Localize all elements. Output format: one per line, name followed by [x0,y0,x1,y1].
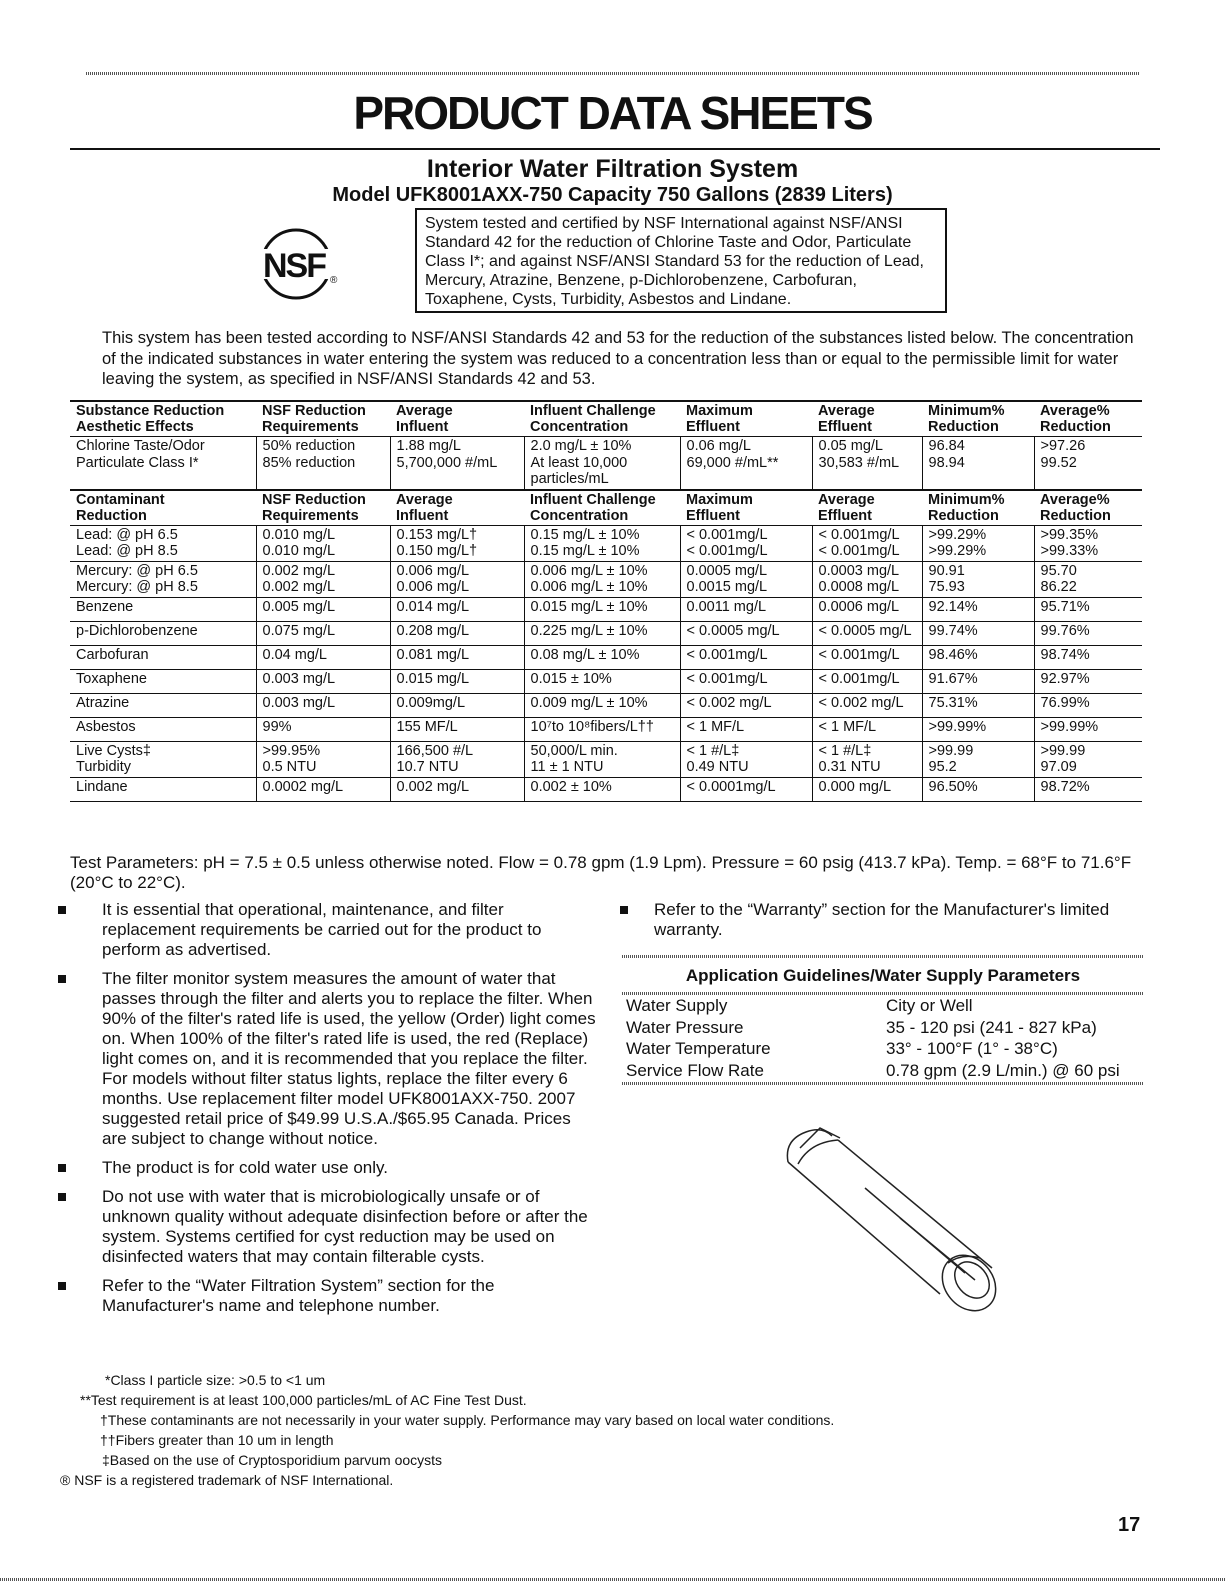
table-cell: < 0.001mg/L < 0.001mg/L [680,525,812,561]
footnote-line: **Test requirement is at least 100,000 particles/mL of AC Fine Test Dust. [80,1392,527,1408]
guidelines-title: Application Guidelines/Water Supply Parameters [685,966,1081,985]
table-header-cell: Average% Reduction [1034,401,1142,437]
table-cell: Asbestos [70,717,256,741]
square-bullet-icon [58,906,66,914]
table-cell: 50% reduction 85% reduction [256,437,390,490]
table-header-cell: Maximum Effluent [680,490,812,526]
table-cell: < 0.001mg/L < 0.001mg/L [812,525,922,561]
table-header-cell: Average% Reduction [1034,490,1142,526]
table-cell: < 1 #/L‡ 0.31 NTU [812,741,922,777]
table-header-cell: Influent Challenge Concentration [524,401,680,437]
bullet-item [620,900,1150,940]
bullet-item [58,1158,598,1178]
table-row [70,741,1142,777]
square-bullet-icon [58,1164,66,1172]
table-cell: >99.99 97.09 [1034,741,1142,777]
page-number: 17 [1118,1514,1141,1536]
guideline-label: Water Supply [626,996,728,1015]
table-cell: Chlorine Taste/Odor Particulate Class I* [70,437,256,490]
guideline-row [622,1017,1144,1039]
table-cell: Lindane [70,777,256,801]
table-cell: >99.99 95.2 [922,741,1034,777]
table-row [70,525,1142,561]
table-cell: < 1 #/L‡ 0.49 NTU [680,741,812,777]
table-cell: Toxaphene [70,669,256,693]
table-cell: 0.0003 mg/L 0.0008 mg/L [812,561,922,597]
table-cell: 0.006 mg/L 0.006 mg/L [390,561,524,597]
table-cell: >99.95% 0.5 NTU [256,741,390,777]
table-cell: 96.50% [922,777,1034,801]
bullet-text: Do not use with water that is microbiologically unsafe or of unknown quality without adequate disinfection before or after the system. Systems certified for cyst reduction may be used on disinfected waters that may contain filterable cysts. [102,1187,588,1266]
table-cell: < 0.002 mg/L [680,693,812,717]
table-cell: 0.009 mg/L ± 10% [524,693,680,717]
guideline-label: Water Pressure [626,1017,744,1037]
table-cell: < 0.0001mg/L [680,777,812,801]
guidelines-top-rule [622,955,1144,958]
table-cell: 0.0005 mg/L 0.0015 mg/L [680,561,812,597]
table-cell: >99.99% [922,717,1034,741]
table-cell: >99.29% >99.29% [922,525,1034,561]
table-cell: 99.76% [1034,621,1142,645]
table-row [70,621,1142,645]
table-header-cell: Minimum% Reduction [922,490,1034,526]
table-cell: Lead: @ pH 6.5 Lead: @ pH 8.5 [70,525,256,561]
footnote-line: *Class I particle size: >0.5 to <1 um [105,1372,326,1388]
table-cell: Mercury: @ pH 6.5 Mercury: @ pH 8.5 [70,561,256,597]
bullet-item [58,900,598,960]
table-cell: 75.31% [922,693,1034,717]
table-cell: 0.005 mg/L [256,597,390,621]
bullet-item [58,1187,598,1267]
table-cell: < 0.0005 mg/L [680,621,812,645]
table-cell: 0.153 mg/L† 0.150 mg/L† [390,525,524,561]
bullet-text: Refer to the “Warranty” section for the Manufacturer's limited warranty. [654,900,1110,939]
table-cell: Benzene [70,597,256,621]
bullet-text: It is essential that operational, maintenance, and filter replacement requirements be carried out for the product to perform as advertised. [102,900,542,959]
guidelines-table [622,995,1144,1081]
square-bullet-icon [58,1282,66,1290]
table-header-cell: Average Effluent [812,490,922,526]
table-cell: 98.72% [1034,777,1142,801]
table-cell: < 1 MF/L [812,717,922,741]
table-cell: 1.88 mg/L 5,700,000 #/mL [390,437,524,490]
table-cell: 0.075 mg/L [256,621,390,645]
table-cell: 0.015 mg/L [390,669,524,693]
table-header-cell: Minimum% Reduction [922,401,1034,437]
table-cell: 2.0 mg/L ± 10% At least 10,000 particles/mL [524,437,680,490]
footnotes [60,1370,1060,1490]
table-cell: >99.35% >99.33% [1034,525,1142,561]
table-cell: 155 MF/L [390,717,524,741]
table-row [70,669,1142,693]
table-header-cell: Average Effluent [812,401,922,437]
table-cell: 0.081 mg/L [390,645,524,669]
table-cell: 95.71% [1034,597,1142,621]
bullet-text: The filter monitor system measures the amount of water that passes through the filter and alerts you to replace the filter. When 90% of the filter's rated life is used, the yellow (Order) light comes on. When 100% of the filter's rated life is used, the red (Replace) light comes on, and it is recommended that you replace the filter. For models without filter status lights, replace the filter every 6 months. Use replacement filter model UFK8001AXX-750. 2007 suggested retail price of $49.99 U.S.A./$65.95 Canada. Prices are subject to change without notice. [102,969,596,1148]
guideline-value: City or Well [886,996,973,1015]
table-cell: >97.26 99.52 [1034,437,1142,490]
table-header-cell: Contaminant Reduction [70,490,256,526]
table-cell: p-Dichlorobenzene [70,621,256,645]
square-bullet-icon [620,906,628,914]
table-cell: 76.99% [1034,693,1142,717]
guideline-value: 33° - 100°F (1° - 38°C) [886,1039,1058,1058]
table-cell: 92.14% [922,597,1034,621]
section-subtitle: Interior Water Filtration System [426,155,799,183]
table-header-row [70,401,1142,437]
table-header-cell: Substance Reduction Aesthetic Effects [70,401,256,437]
guidelines-bottom-rule [622,1082,1144,1085]
footnote-line: ††Fibers greater than 10 um in length [100,1432,334,1448]
guideline-row [622,1060,1144,1082]
table-cell: Atrazine [70,693,256,717]
table-cell: 92.97% [1034,669,1142,693]
bullet-list-right [620,900,1150,940]
table-header-cell: NSF Reduction Requirements [256,490,390,526]
table-row [70,437,1142,490]
table-cell: 0.003 mg/L [256,669,390,693]
table-cell: 0.08 mg/L ± 10% [524,645,680,669]
table-row [70,693,1142,717]
table-cell: < 0.001mg/L [812,645,922,669]
table-cell: 0.006 mg/L ± 10% 0.006 mg/L ± 10% [524,561,680,597]
table-cell: 0.009mg/L [390,693,524,717]
top-decorative-rule [86,72,1140,75]
model-capacity-line: Model UFK8001AXX-750 Capacity 750 Gallons (2839 Liters) [332,184,893,206]
page-title: PRODUCT DATA SHEETS [353,87,872,139]
table-cell: 99.74% [922,621,1034,645]
reduction-data-table [70,400,1142,802]
table-cell: 10⁷to 10⁸fibers/L†† [524,717,680,741]
title-divider [70,148,1160,150]
test-parameters: Test Parameters: pH = 7.5 ± 0.5 unless otherwise noted. Flow = 0.78 gpm (1.9 Lpm). Pressure = 60 psig (413.7 kPa). Temp. = 68°F to 71.6°F (20°C to 22°C). [70,853,1132,892]
table-cell: 0.0006 mg/L [812,597,922,621]
table-cell: < 1 MF/L [680,717,812,741]
table-cell: 0.0002 mg/L [256,777,390,801]
table-cell: 50,000/L min. 11 ± 1 NTU [524,741,680,777]
bullet-text: The product is for cold water use only. [102,1158,388,1177]
table-row [70,561,1142,597]
table-cell: 0.002 mg/L [390,777,524,801]
table-cell: 90.91 75.93 [922,561,1034,597]
guideline-value: 35 - 120 psi (241 - 827 kPa) [886,1017,1097,1037]
table-cell: 91.67% [922,669,1034,693]
table-cell: >99.99% [1034,717,1142,741]
table-cell: 0.05 mg/L 30,583 #/mL [812,437,922,490]
certification-box: System tested and certified by NSF International against NSF/ANSI Standard 42 for the reduction of Chlorine Taste and Odor, Particulate Class I*; and against NSF/ANSI Standard 53 for the reduction of Lead, Mercury, Atrazine, Benzene, p-Dichlorobenzene, Carbofuran, Toxaphene, Cysts, Turbidity, Asbestos and Lindane. [415,208,947,313]
table-row [70,645,1142,669]
bullet-list-left [58,900,598,1325]
table-cell: 0.002 mg/L 0.002 mg/L [256,561,390,597]
table-cell: 0.04 mg/L [256,645,390,669]
footnote-line: ‡Based on the use of Cryptosporidium parvum oocysts [102,1452,443,1468]
table-cell: 0.208 mg/L [390,621,524,645]
table-cell: 0.06 mg/L 69,000 #/mL** [680,437,812,490]
table-cell: 0.010 mg/L 0.010 mg/L [256,525,390,561]
table-cell: 96.84 98.94 [922,437,1034,490]
table-header-cell: Average Influent [390,490,524,526]
guideline-value: 0.78 gpm (2.9 L/min.) @ 60 psi [886,1060,1120,1080]
table-cell: 99% [256,717,390,741]
square-bullet-icon [58,1193,66,1201]
footnote-line: ® NSF is a registered trademark of NSF International. [60,1472,394,1488]
table-cell: 0.014 mg/L [390,597,524,621]
table-cell: 0.0011 mg/L [680,597,812,621]
table-cell: 0.015 mg/L ± 10% [524,597,680,621]
svg-text:NSF: NSF [263,247,325,285]
square-bullet-icon [58,975,66,983]
table-cell: Carbofuran [70,645,256,669]
table-header-row [70,490,1142,526]
table-cell: < 0.001mg/L [680,645,812,669]
table-cell: Live Cysts‡ Turbidity [70,741,256,777]
guideline-label: Water Temperature [626,1039,771,1058]
table-row [70,777,1142,801]
table-cell: < 0.001mg/L [680,669,812,693]
table-cell: 0.002 ± 10% [524,777,680,801]
footnote-line: †These contaminants are not necessarily in your water supply. Performance may vary based on local water conditions. [100,1412,835,1428]
table-cell: 166,500 #/L 10.7 NTU [390,741,524,777]
svg-text:®: ® [330,275,338,286]
bullet-text: Refer to the “Water Filtration System” section for the Manufacturer's name and telephone number. [102,1276,495,1315]
table-cell: < 0.002 mg/L [812,693,922,717]
bullet-item [58,1276,598,1316]
table-cell: 98.46% [922,645,1034,669]
water-filter-cartridge-image [770,1118,1030,1318]
table-cell: 0.015 ± 10% [524,669,680,693]
nsf-logo-icon [248,228,344,300]
table-header-cell: NSF Reduction Requirements [256,401,390,437]
intro-paragraph: This system has been tested according to NSF/ANSI Standards 42 and 53 for the reduction of the substances listed below. The concentration of the indicated substances in water entering the system was reduced to a concentration less than or equal to the permissible limit for water leaving the system, as specified in NSF/ANSI Standards 42 and 53. [102,329,1134,388]
table-header-cell: Average Influent [390,401,524,437]
table-cell: 0.000 mg/L [812,777,922,801]
table-cell: < 0.0005 mg/L [812,621,922,645]
table-row [70,597,1142,621]
guideline-row [622,1038,1144,1060]
table-cell: 95.70 86.22 [1034,561,1142,597]
guideline-row [622,995,1144,1017]
guideline-label: Service Flow Rate [626,1060,764,1080]
table-cell: 98.74% [1034,645,1142,669]
table-cell: 0.225 mg/L ± 10% [524,621,680,645]
table-cell: < 0.001mg/L [812,669,922,693]
table-cell: 0.15 mg/L ± 10% 0.15 mg/L ± 10% [524,525,680,561]
bullet-item [58,969,598,1149]
table-row [70,717,1142,741]
table-header-cell: Maximum Effluent [680,401,812,437]
bottom-decorative-rule [0,1578,1225,1581]
table-header-cell: Influent Challenge Concentration [524,490,680,526]
table-cell: 0.003 mg/L [256,693,390,717]
